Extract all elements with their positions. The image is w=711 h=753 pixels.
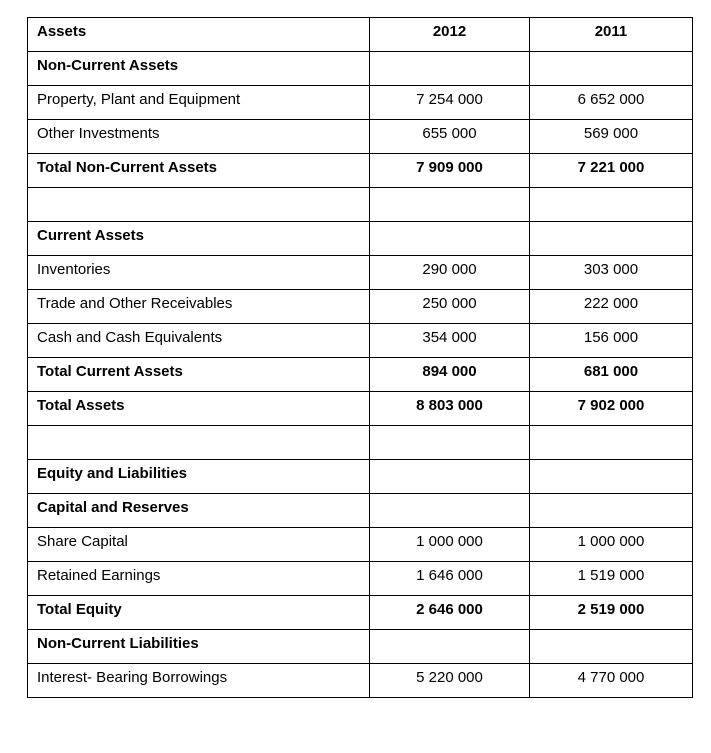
row-value-2011: 681 000 [530,358,693,392]
row-value-2012: 7 909 000 [370,154,530,188]
section-row-equity-and-liabilities [28,460,693,494]
total-row-equity [28,596,693,630]
table-row [28,324,693,358]
row-value-2011: 7 902 000 [530,392,693,426]
row-value-2012 [370,494,530,528]
row-value-2011: 4 770 000 [530,664,693,698]
row-label: Retained Earnings [28,562,370,596]
total-row-non-current-assets [28,154,693,188]
table-row [28,120,693,154]
row-value-2011: 1 519 000 [530,562,693,596]
row-label: Total Current Assets [28,358,370,392]
table-row [28,86,693,120]
balance-sheet-table [27,17,693,698]
row-value-2012: 1 646 000 [370,562,530,596]
row-label: Non-Current Liabilities [28,630,370,664]
table-row [28,528,693,562]
header-cell-assets: Assets [28,18,370,52]
row-value-2012 [370,188,530,222]
row-value-2012: 8 803 000 [370,392,530,426]
spacer-row [28,188,693,222]
row-label: Equity and Liabilities [28,460,370,494]
row-value-2012: 290 000 [370,256,530,290]
total-row-assets [28,392,693,426]
row-label [28,426,370,460]
row-value-2012: 5 220 000 [370,664,530,698]
row-value-2011: 303 000 [530,256,693,290]
row-value-2011: 1 000 000 [530,528,693,562]
row-value-2011: 569 000 [530,120,693,154]
row-value-2011 [530,426,693,460]
row-label: Total Assets [28,392,370,426]
row-value-2011: 2 519 000 [530,596,693,630]
row-value-2011: 222 000 [530,290,693,324]
table-row [28,664,693,698]
row-value-2011: 156 000 [530,324,693,358]
section-row-capital-and-reserves [28,494,693,528]
section-row-non-current-liabilities [28,630,693,664]
row-label: Other Investments [28,120,370,154]
row-value-2012: 1 000 000 [370,528,530,562]
section-row-non-current-assets [28,52,693,86]
table-header-row [28,18,693,52]
row-value-2012: 894 000 [370,358,530,392]
row-value-2012: 250 000 [370,290,530,324]
row-value-2011 [530,494,693,528]
row-value-2012: 7 254 000 [370,86,530,120]
row-value-2011 [530,630,693,664]
section-row-current-assets [28,222,693,256]
row-value-2011 [530,222,693,256]
total-row-current-assets [28,358,693,392]
row-value-2011: 6 652 000 [530,86,693,120]
header-cell-2011: 2011 [530,18,693,52]
row-value-2012 [370,52,530,86]
row-label: Inventories [28,256,370,290]
table-row [28,562,693,596]
row-value-2012 [370,460,530,494]
row-label: Total Equity [28,596,370,630]
row-value-2012 [370,222,530,256]
row-value-2011 [530,460,693,494]
row-value-2012: 354 000 [370,324,530,358]
row-label: Property, Plant and Equipment [28,86,370,120]
row-label: Trade and Other Receivables [28,290,370,324]
header-cell-2012: 2012 [370,18,530,52]
row-label: Capital and Reserves [28,494,370,528]
row-value-2011 [530,188,693,222]
table-row [28,256,693,290]
row-label: Non-Current Assets [28,52,370,86]
row-value-2011 [530,52,693,86]
row-label: Cash and Cash Equivalents [28,324,370,358]
row-label: Interest- Bearing Borrowings [28,664,370,698]
row-label: Share Capital [28,528,370,562]
row-value-2012: 655 000 [370,120,530,154]
table-row [28,290,693,324]
row-value-2012: 2 646 000 [370,596,530,630]
row-value-2012 [370,426,530,460]
row-value-2011: 7 221 000 [530,154,693,188]
row-label: Total Non-Current Assets [28,154,370,188]
row-value-2012 [370,630,530,664]
row-label [28,188,370,222]
spacer-row [28,426,693,460]
row-label: Current Assets [28,222,370,256]
